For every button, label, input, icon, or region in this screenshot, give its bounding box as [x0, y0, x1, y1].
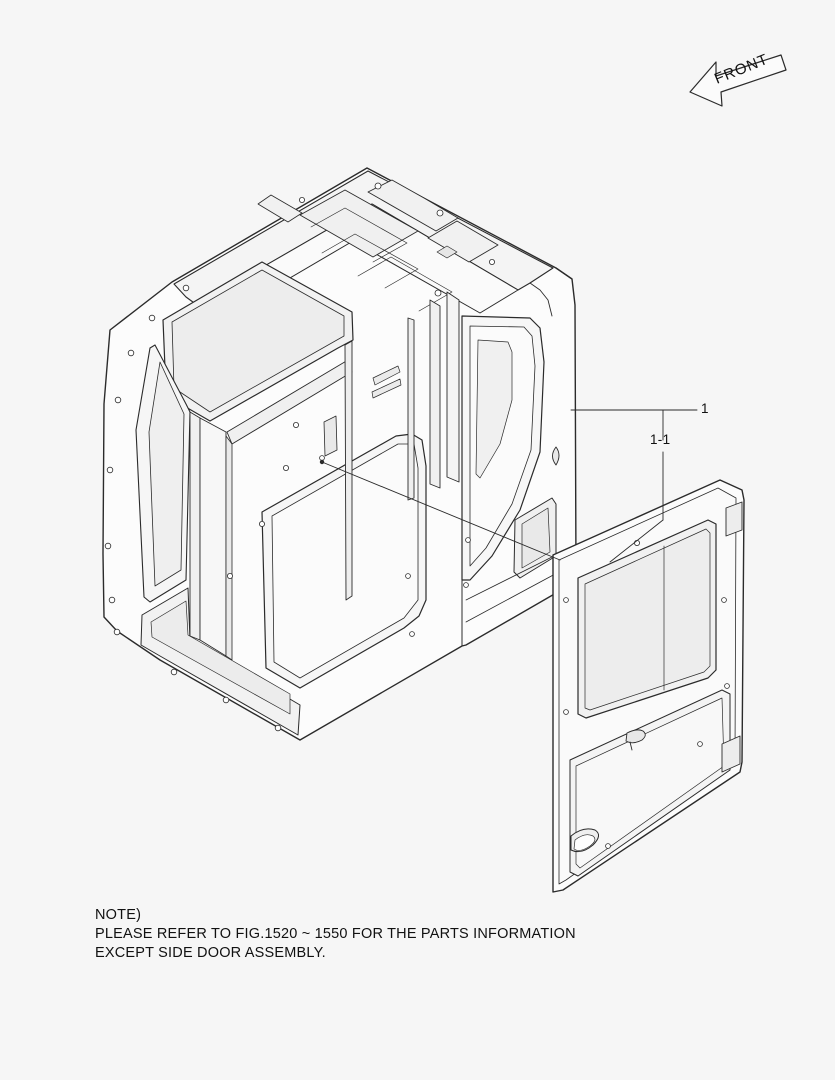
side-door-assembly: [553, 480, 744, 892]
note-block: [95, 906, 715, 963]
note-heading: NOTE): [95, 907, 142, 923]
note-line-2: EXCEPT SIDE DOOR ASSEMBLY.: [95, 945, 326, 961]
note-line-1: PLEASE REFER TO FIG.1520 ~ 1550 FOR THE PARTS INFORMATION: [95, 926, 576, 942]
cab-frame: [103, 168, 576, 740]
front-label: FRONT: [712, 50, 771, 88]
callout-label-1: 1: [701, 401, 709, 416]
callout-label-1-1: 1-1: [650, 432, 671, 447]
